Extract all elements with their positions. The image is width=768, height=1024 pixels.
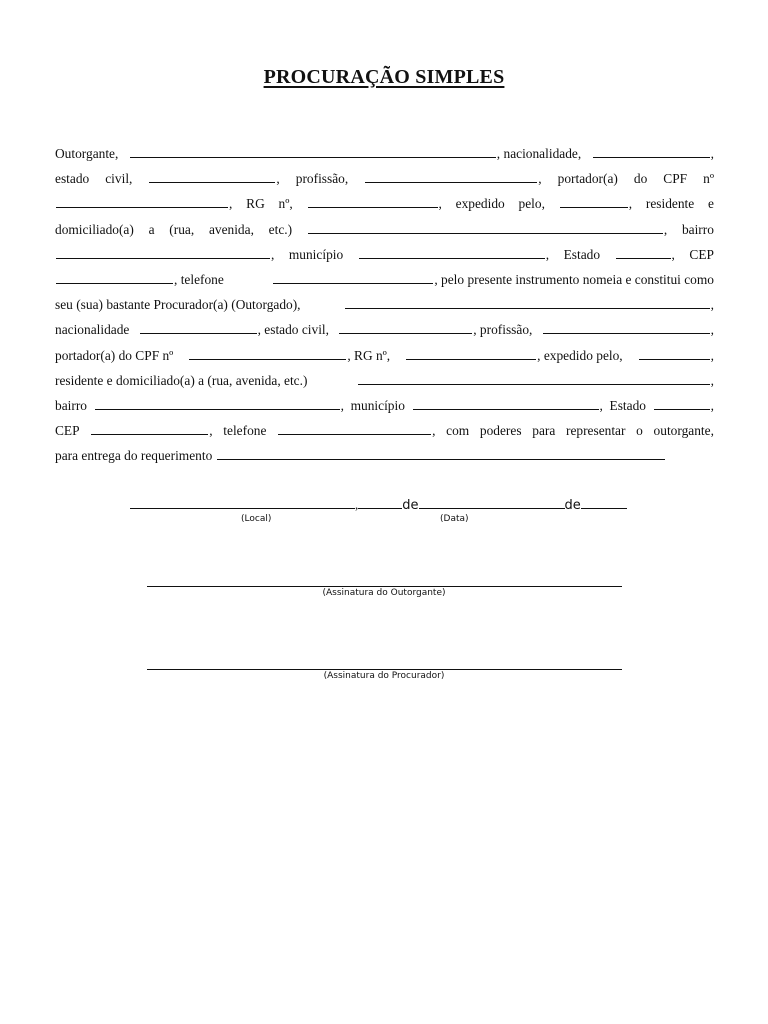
fill-in-blank[interactable] bbox=[406, 358, 536, 360]
form-text: com bbox=[446, 423, 470, 439]
form-text: telefone bbox=[223, 423, 267, 439]
form-text: civil, bbox=[105, 171, 133, 187]
blank-group bbox=[277, 420, 435, 442]
form-text: , telefone bbox=[174, 271, 224, 287]
form-text: , bbox=[628, 196, 633, 212]
form-text: , bbox=[663, 221, 668, 237]
form-text: avenida, bbox=[208, 221, 254, 237]
form-text: o bbox=[636, 423, 643, 439]
blank-group bbox=[216, 445, 666, 467]
blank-group bbox=[653, 395, 714, 417]
blank-group bbox=[188, 345, 390, 367]
form-text: bairro bbox=[55, 397, 87, 413]
form-text: Outorgante, bbox=[55, 146, 119, 161]
blank-group bbox=[55, 193, 232, 215]
fill-in-blank[interactable] bbox=[149, 181, 275, 183]
procurador-signature-caption: (Assinatura do Procurador) bbox=[323, 671, 445, 681]
procurador-signature-line[interactable] bbox=[147, 669, 622, 670]
form-text: etc.) bbox=[268, 221, 293, 237]
form-text: e bbox=[707, 196, 714, 212]
form-text: nº, bbox=[278, 196, 293, 212]
fill-in-blank[interactable] bbox=[654, 408, 710, 410]
form-text: residente e domiciliado(a) a (rua, avenida, etc.) bbox=[55, 372, 308, 388]
fill-in-blank[interactable] bbox=[130, 156, 496, 158]
form-text: a bbox=[148, 221, 155, 237]
fill-in-blank[interactable] bbox=[358, 383, 710, 385]
form-line bbox=[55, 395, 714, 420]
form-text: , bbox=[710, 347, 714, 363]
form-line bbox=[55, 294, 714, 319]
form-text: bairro bbox=[681, 221, 714, 237]
data-caption: (Data) bbox=[440, 514, 469, 524]
form-text: , bbox=[432, 423, 436, 439]
date-de-1: de bbox=[402, 498, 419, 513]
form-line bbox=[55, 244, 714, 269]
blank-group bbox=[405, 345, 623, 367]
blank-group bbox=[344, 294, 714, 316]
fill-in-blank[interactable] bbox=[308, 232, 663, 234]
form-text: , bbox=[229, 196, 233, 212]
form-text: , bbox=[276, 171, 280, 187]
blank-group bbox=[542, 319, 714, 341]
form-text: poderes bbox=[479, 423, 522, 439]
fill-in-blank[interactable] bbox=[560, 206, 628, 208]
form-text: para bbox=[532, 423, 556, 439]
form-text: , bbox=[599, 397, 603, 413]
form-text: RG bbox=[246, 196, 265, 212]
form-text: município bbox=[288, 246, 344, 262]
blank-group bbox=[55, 269, 224, 291]
form-text: , pelo presente instrumento nomeia e constitui como bbox=[434, 271, 714, 287]
blank-group bbox=[638, 345, 714, 367]
fill-in-blank[interactable] bbox=[217, 458, 665, 460]
form-line bbox=[55, 269, 714, 294]
form-text: nacionalidade bbox=[55, 322, 130, 338]
form-text: residente bbox=[645, 196, 695, 212]
form-text: , bbox=[710, 372, 714, 388]
form-text: seu (sua) bastante Procurador(a) (Outorgado), bbox=[55, 297, 301, 313]
blank-group bbox=[364, 168, 541, 190]
form-line bbox=[55, 319, 714, 344]
form-text: , bbox=[710, 322, 714, 338]
form-text: , profissão, bbox=[473, 322, 533, 338]
fill-in-blank[interactable] bbox=[56, 206, 228, 208]
form-text: expedido bbox=[455, 196, 505, 212]
blank-group bbox=[615, 244, 675, 266]
fill-in-blank[interactable] bbox=[273, 282, 433, 284]
form-text: , bbox=[209, 423, 213, 439]
document-title: PROCURAÇÃO SIMPLES bbox=[263, 66, 505, 88]
blank-group bbox=[90, 420, 212, 442]
form-text: , RG nº, bbox=[347, 347, 391, 363]
fill-in-blank[interactable] bbox=[56, 257, 270, 259]
blank-group bbox=[357, 370, 714, 392]
blank-group bbox=[272, 269, 714, 291]
blank-group bbox=[307, 193, 442, 215]
blank-group bbox=[129, 143, 581, 165]
fill-in-blank[interactable] bbox=[639, 358, 710, 360]
blank-group bbox=[55, 244, 274, 266]
form-line bbox=[55, 143, 714, 168]
form-text: , bbox=[538, 171, 542, 187]
month-blank[interactable] bbox=[419, 507, 565, 509]
fill-in-blank[interactable] bbox=[359, 257, 545, 259]
form-text: outorgante, bbox=[653, 423, 714, 439]
form-line bbox=[55, 370, 714, 395]
fill-in-blank[interactable] bbox=[95, 408, 340, 410]
form-text: , bbox=[271, 246, 275, 262]
year-blank[interactable] bbox=[581, 507, 627, 509]
form-body bbox=[55, 143, 714, 470]
local-blank[interactable] bbox=[130, 507, 355, 509]
form-line bbox=[55, 445, 714, 470]
fill-in-blank[interactable] bbox=[365, 181, 537, 183]
fill-in-blank[interactable] bbox=[543, 332, 710, 334]
form-text: portador(a) bbox=[557, 171, 618, 187]
form-text: nº bbox=[703, 171, 714, 187]
blank-group bbox=[358, 244, 549, 266]
blank-group bbox=[412, 395, 603, 417]
form-line bbox=[55, 168, 714, 193]
form-text: Estado bbox=[609, 397, 646, 413]
form-line bbox=[55, 193, 714, 218]
outorgante-signature-caption: (Assinatura do Outorgante) bbox=[322, 588, 446, 598]
form-text: CPF bbox=[663, 171, 688, 187]
fill-in-blank[interactable] bbox=[140, 332, 257, 334]
blank-group bbox=[94, 395, 344, 417]
fill-in-blank[interactable] bbox=[91, 433, 208, 435]
form-line bbox=[55, 420, 714, 445]
blank-group bbox=[559, 193, 632, 215]
date-line bbox=[130, 497, 650, 513]
form-text: , bbox=[671, 246, 675, 262]
form-text: , bbox=[710, 397, 714, 413]
form-text: (rua, bbox=[169, 221, 195, 237]
form-text: representar bbox=[565, 423, 626, 439]
form-text: CEP bbox=[55, 423, 80, 439]
form-text: para entrega do requerimento bbox=[55, 448, 213, 464]
form-text: , nacionalidade, bbox=[496, 146, 582, 161]
blank-group bbox=[338, 319, 532, 341]
blank-group bbox=[148, 168, 279, 190]
date-comma: , bbox=[355, 497, 359, 512]
outorgante-signature-line[interactable] bbox=[147, 586, 622, 587]
form-text: pelo, bbox=[518, 196, 545, 212]
fill-in-blank[interactable] bbox=[278, 433, 431, 435]
form-text: do bbox=[633, 171, 648, 187]
fill-in-blank[interactable] bbox=[345, 307, 710, 309]
form-text: estado bbox=[55, 171, 90, 187]
form-text: , bbox=[545, 246, 550, 262]
fill-in-blank[interactable] bbox=[308, 206, 438, 208]
form-text: , bbox=[710, 297, 714, 313]
form-text: domiciliado(a) bbox=[55, 221, 134, 237]
blank-group bbox=[592, 143, 714, 165]
date-de-2: de bbox=[564, 498, 581, 513]
form-text: CEP bbox=[689, 246, 714, 262]
form-text: Estado bbox=[563, 246, 601, 262]
form-text: , expedido pelo, bbox=[537, 347, 623, 363]
form-text: portador(a) do CPF nº bbox=[55, 347, 174, 363]
form-text: , bbox=[340, 397, 344, 413]
blank-group bbox=[139, 319, 329, 341]
fill-in-blank[interactable] bbox=[413, 408, 599, 410]
fill-in-blank[interactable] bbox=[189, 358, 346, 360]
form-text: , estado civil, bbox=[257, 322, 329, 338]
fill-in-blank[interactable] bbox=[593, 156, 710, 158]
form-text: , bbox=[710, 146, 714, 161]
fill-in-blank[interactable] bbox=[339, 332, 472, 334]
form-text: município bbox=[350, 397, 405, 413]
form-text: profissão, bbox=[295, 171, 349, 187]
form-line bbox=[55, 219, 714, 244]
day-blank[interactable] bbox=[358, 507, 402, 509]
local-caption: (Local) bbox=[241, 514, 272, 524]
form-text: , bbox=[438, 196, 442, 212]
fill-in-blank[interactable] bbox=[616, 257, 671, 259]
blank-group bbox=[307, 219, 667, 241]
form-line bbox=[55, 345, 714, 370]
fill-in-blank[interactable] bbox=[56, 282, 173, 284]
